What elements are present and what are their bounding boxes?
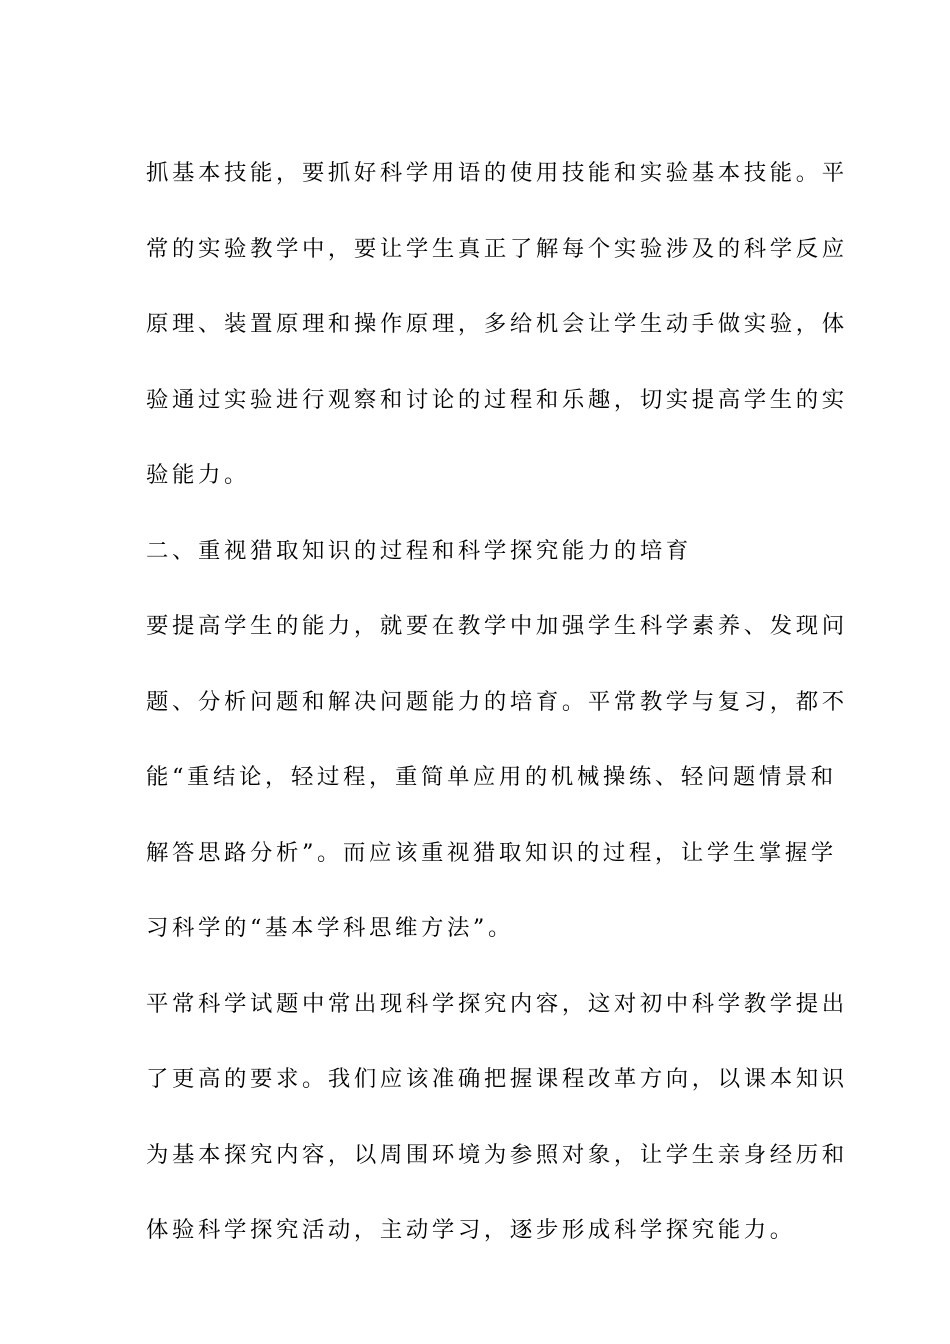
text-line: 抓基本技能，要抓好科学用语的使用技能和实验基本技能。平	[146, 160, 848, 186]
paragraph-ability-cultivation	[146, 589, 848, 967]
text-line: 平常科学试题中常出现科学探究内容，这对初中科学教学提出	[146, 990, 848, 1017]
text-line: 解答思路分析”。而应该重视猎取知识的过程，让学生掌握学	[146, 839, 837, 866]
text-line: 原理、装置原理和操作原理，多给机会让学生动手做实验，体	[146, 311, 848, 337]
document-body	[146, 136, 848, 1269]
text-line: 要提高学生的能力，就要在教学中加强学生科学素养、发现问	[146, 613, 848, 639]
text-line: 了更高的要求。我们应该准确把握课程改革方向，以课本知识	[146, 1066, 848, 1092]
text-line: 体验科学探究活动，主动学习，逐步形成科学探究能力。	[146, 1217, 796, 1243]
heading-line: 二、重视猎取知识的过程和科学探究能力的培育	[146, 537, 692, 564]
text-line: 习科学的“基本学科思维方法”。	[146, 915, 514, 941]
section-heading	[146, 514, 806, 590]
text-line: 验通过实验进行观察和讨论的过程和乐趣，切实提高学生的实	[146, 386, 848, 413]
text-line: 常的实验教学中，要让学生真正了解每个实验涉及的科学反应	[146, 235, 848, 262]
text-line: 题、分析问题和解决问题能力的培育。平常教学与复习，都不	[146, 688, 848, 715]
paragraph-experiment-skills	[146, 136, 848, 514]
paragraph-inquiry-content	[146, 967, 848, 1269]
text-line: 验能力。	[146, 462, 250, 488]
text-line: 为基本探究内容，以周围环境为参照对象，让学生亲身经历和	[146, 1141, 848, 1168]
text-line: 能“重结论，轻过程，重简单应用的机械操练、轻问题情景和	[146, 764, 837, 790]
